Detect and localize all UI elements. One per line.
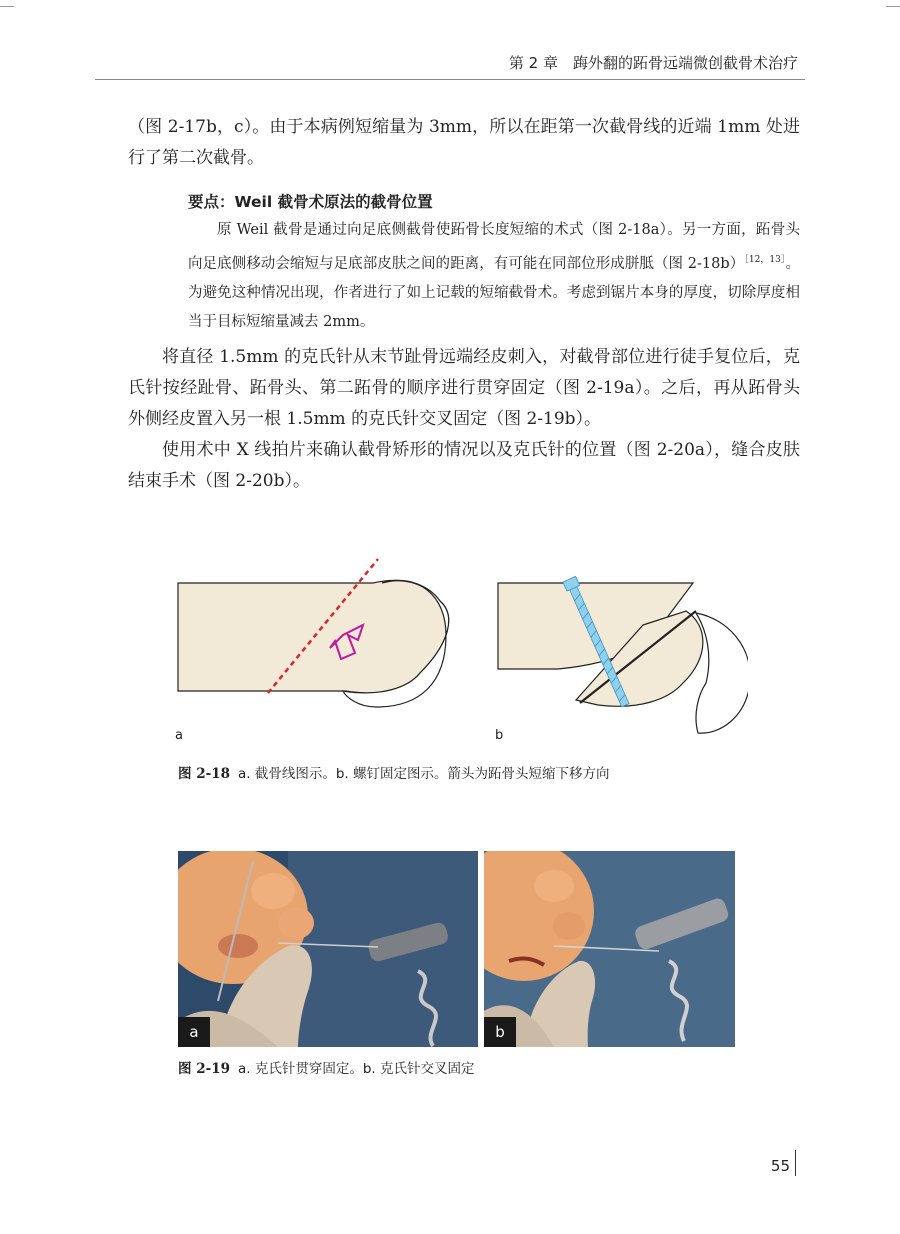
figure-2-19-panel-a-tag: a — [178, 1017, 210, 1047]
page-number: 55 — [770, 1157, 790, 1175]
paragraph-kwire-fixation: 将直径 1.5mm 的克氏针从末节趾骨远端经皮刺入，对截骨部位进行徒手复位后，克氏针按经趾骨、跖骨头、第二跖骨的顺序进行贯穿固定（图 2-19a）。之后，再从跖骨头外侧经皮置入另一根 1.5mm 的克氏针交叉固定（图 2-19b）。 — [128, 347, 800, 429]
figure-2-19-number: 图 2-19 — [178, 1061, 230, 1077]
panel-b-screw-fixation — [498, 576, 748, 733]
page-number-rule — [795, 1150, 796, 1176]
panel-a-osteotomy-line — [178, 559, 449, 707]
figure-2-18-panel-a-label: a — [175, 728, 183, 743]
figure-2-19b-photo — [484, 851, 735, 1047]
chapter-running-title: 第 2 章 踇外翻的跖骨远端微创截骨术治疗 — [508, 54, 798, 72]
figure-2-18-caption-text: a. 截骨线图示。b. 螺钉固定图示。箭头为跖骨头短缩下移方向 — [237, 766, 610, 782]
paragraph-continuation: （图 2-17b，c）。由于本病例短缩量为 3mm，所以在距第一次截骨线的近端 1mm 处进行了第二次截骨。 — [128, 117, 800, 168]
paragraph-xray-confirmation: 使用术中 X 线拍片来确认截骨矫形的情况以及克氏针的位置（图 2-20a），缝合皮肤结束手术（图 2-20b）。 — [128, 440, 800, 491]
figure-2-18-panel-b-label: b — [495, 728, 504, 743]
figure-2-19a-photo — [178, 851, 478, 1047]
key-point-body: 原 Weil 截骨是通过向足底侧截骨使跖骨长度短缩的术式（图 2-18a）。另一方面，跖骨头向足底侧移动会缩短与足底部皮肤之间的距离，有可能在同部位形成胼胝（图 2-18b）$^{[12,13]}$。为避免这种情况出现，作者进行了如上记载的短缩截骨术。考虑到锯片本身的厚度，切除厚度相当于目标短缩量减去 2mm。 — [188, 222, 800, 331]
citation: ［12，13］ — [744, 254, 786, 265]
figure-2-19-caption-text: a. 克氏针贯穿固定。b. 克氏针交叉固定 — [237, 1061, 475, 1077]
figure-2-18-number: 图 2-18 — [178, 766, 230, 782]
key-point-title: 要点：Weil 截骨术原法的截骨位置 — [188, 193, 433, 211]
surgical-photo-a — [178, 851, 478, 1047]
figure-2-18-caption — [178, 762, 610, 782]
page-header — [0, 0, 900, 80]
figure-2-19-caption — [178, 1057, 475, 1077]
surgical-photo-b — [484, 851, 735, 1047]
header-rule — [95, 79, 805, 80]
key-point-box — [188, 190, 800, 338]
figure-2-19-panel-b-tag: b — [484, 1017, 516, 1047]
phalanx-base-b — [696, 613, 748, 733]
figure-2-18-diagram — [168, 555, 748, 755]
